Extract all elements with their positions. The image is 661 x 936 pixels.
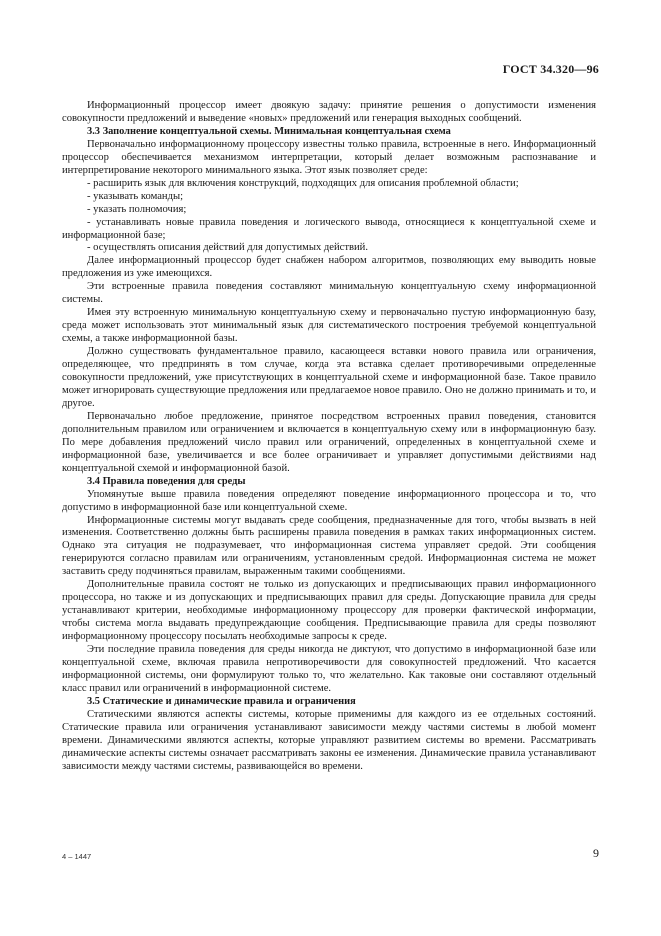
page-number: 9 [593, 846, 599, 860]
list-item: - расширить язык для включения конструкций, подходящих для описания проблемной области; [87, 177, 519, 189]
print-code: 4 – 1447 [62, 852, 92, 861]
list-item: - осуществлять описания действий для допустимых действий. [87, 242, 368, 254]
paragraph: Информационные системы могут выдавать среде сообщения, предназначенные для того, чтобы вызвать в ней изменения. Соответственно должны быть расширены правила поведения в рамках таких информационных систем. Однако эта ситуация не подразумевает, что информационная система управляет средой. Эти сообщения генерируются согласно правилам или ограничениям, установленным средой. Информационная система не может заставить среду подчиняться правилам, выраженным такими сообщениями. [62, 514, 596, 578]
paragraph: Первоначально любое предложение, принятое посредством встроенных правил поведения, становится дополнительным правилом или ограничением и включается в концептуальную схему или в информационную базу. По мере добавления предложений число правил или ограничений, определенных в концептуальной схеме и информационной базе, увеличивается и все более ограничивает и управляет допустимыми действиями над концептуальной схемой и информационной базой. [62, 410, 596, 474]
section-heading-3-5: 3.5 Статические и динамические правила и ограничения [87, 695, 356, 707]
paragraph: Должно существовать фундаментальное правило, касающееся вставки нового правила или ограничения, определяющее, что предпринять в том случае, когда эта вставка сделает противоречивыми определенные совокупности предложений, уже присутствующих в концептуальной схеме и информационной базе. Такое правило может игнорировать существующие предложения или предлагаемое новое правило. Оно не должно принимать и то, и другое. [62, 346, 596, 409]
paragraph: Статическими являются аспекты системы, которые применимы для каждого из ее отдельных состояний. Статические правила или ограничения устанавливают зависимости между частями системы в любой момент времени. Динамическими являются аспекты, которые управляют развитием системы во времени. Рассматривать динамические аспекты системы означает рассматривать законы ее изменения. Динамические правила устанавливают зависимости между частями системы, развивающейся во времени. [62, 708, 596, 772]
paragraph: Эти последние правила поведения для среды никогда не диктуют, что допустимо в информационной базе или концептуальной схеме, включая правила непротиворечивости для совокупностей предложений. Что касается информационной системы, они формулируют только то, что желательно. Как таковые они составляют отдельный класс правил или ограничений в информационной системе. [62, 644, 596, 694]
list-item: - устанавливать новые правила поведения и логического вывода, относящиеся к концептуальной схеме и информационной базе; [62, 216, 596, 241]
body-text [62, 100, 596, 774]
paragraph: Дополнительные правила состоят не только из допускающих и предписывающих правил информационного процессора, но также и из допускающих и предписывающих правил для среды. Допускающие правила для среды устанавливают критерии, необходимые информационному процессору для проверки фактической информации, чтобы система могла выдавать предупреждающие сообщения. Предписывающие правила для среды позволяют информационному процессору посылать необходимые запросы к среде. [62, 579, 596, 643]
paragraph: Упомянутые выше правила поведения определяют поведение информационного процессора и то, что допустимо в информационной базе или концептуальной схеме. [62, 488, 596, 513]
paragraph: Первоначально информационному процессору известны только правила, встроенные в него. Информационный процессор обеспечивается механизмом интерпретации, который делает возможным распознавание и интерпретирование некоторого минимального языка. Этот язык позволяет среде: [62, 138, 596, 176]
standard-header: ГОСТ 34.320—96 [502, 62, 599, 76]
paragraph: Эти встроенные правила поведения составляют минимальную концептуальную схему информационной системы. [62, 281, 596, 306]
list-item: - указать полномочия; [87, 203, 187, 215]
paragraph: Информационный процессор имеет двоякую задачу: принятие решения о допустимости изменения совокупности предложений и выведение «новых» предложений или генерация выходных сообщений. [62, 100, 596, 124]
section-heading-3-4: 3.4 Правила поведения для среды [87, 475, 246, 487]
section-heading-3-3: 3.3 Заполнение концептуальной схемы. Минимальная концептуальная схема [87, 125, 451, 137]
paragraph: Далее информационный процессор будет снабжен набором алгоритмов, позволяющих ему выводить новые предложения из уже имеющихся. [62, 255, 596, 280]
paragraph: Имея эту встроенную минимальную концептуальную схему и первоначально пустую информационную базу, среда может использовать этот минимальный язык для систематического построения требуемой концептуальной схемы, а также информационной базы. [62, 307, 596, 345]
list-item: - указывать команды; [87, 190, 184, 202]
